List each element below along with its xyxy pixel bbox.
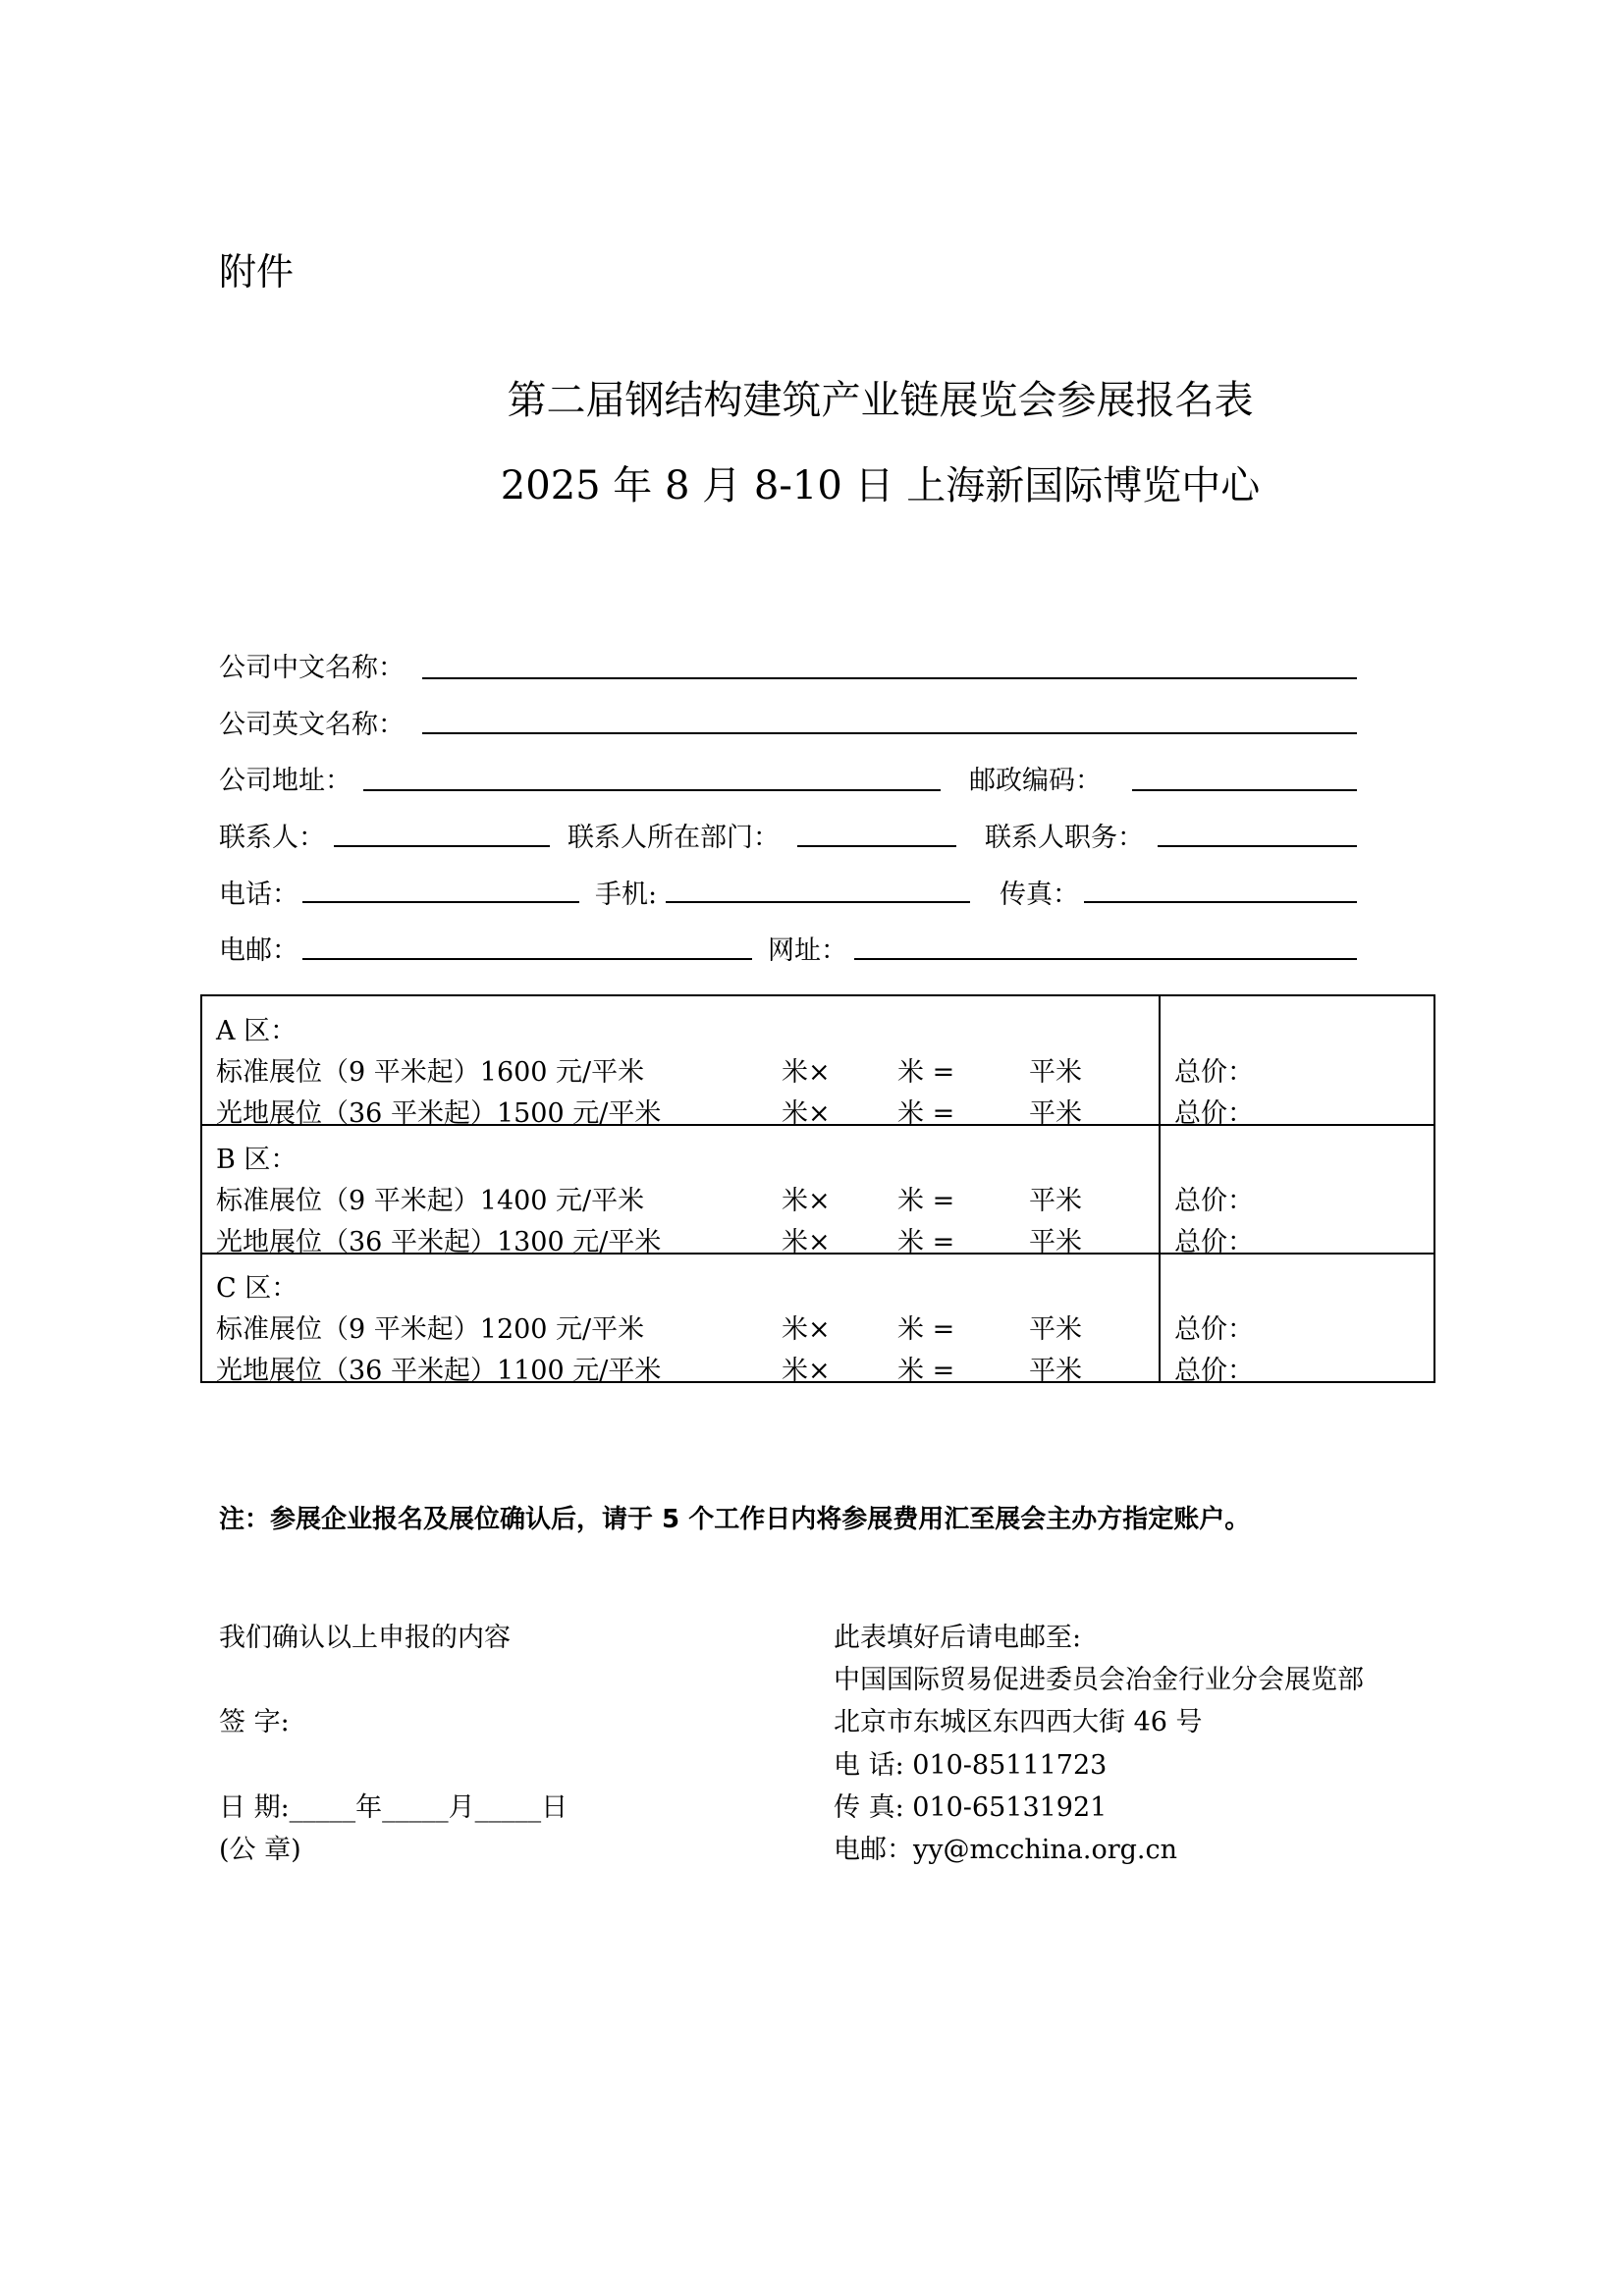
form-title: 第二届钢结构建筑产业链展览会参展报名表 (507, 378, 1254, 423)
meter-label: 米× (782, 1227, 831, 1257)
column-divider (1159, 996, 1161, 1124)
meter-equals: 米 = (897, 1186, 955, 1216)
booth-desc: 标准展位（9 平米起）1200 元/平米 (216, 1314, 645, 1345)
email-field[interactable] (302, 958, 752, 960)
phone-field[interactable] (302, 901, 579, 903)
total-label: 总价： (1174, 1314, 1254, 1345)
attachment-label: 附件 (219, 250, 295, 294)
email-label: 电邮： (219, 935, 298, 966)
postcode-field[interactable] (1132, 789, 1357, 791)
zone-c (202, 1253, 1434, 1386)
meter-label: 米× (782, 1057, 831, 1088)
contact-title-label: 联系人职务： (985, 823, 1144, 853)
contact-field[interactable] (334, 845, 550, 847)
mobile-label: 手机: (595, 880, 658, 910)
phone-label: 电话： (219, 880, 298, 910)
contact-label: 联系人： (219, 823, 325, 853)
zone-header: C 区： (216, 1273, 298, 1304)
booth-desc: 光地展位（36 平米起）1300 元/平米 (216, 1227, 662, 1257)
booth-table (200, 994, 1435, 1386)
zone-header: A 区： (216, 1016, 298, 1046)
contact-dept-label: 联系人所在部门： (568, 823, 780, 853)
postcode-label: 邮政编码： (969, 766, 1102, 796)
contact-intro: 此表填好后请电邮至: (834, 1623, 1082, 1653)
address-field[interactable] (363, 789, 941, 791)
total-label: 总价： (1174, 1356, 1254, 1386)
area-unit: 平米 (1029, 1314, 1082, 1345)
meter-label: 米× (782, 1098, 831, 1129)
column-divider (1159, 1126, 1161, 1253)
company-en-label: 公司英文名称： (219, 710, 405, 740)
booth-desc: 光地展位（36 平米起）1500 元/平米 (216, 1098, 662, 1129)
booth-desc: 光地展位（36 平米起）1100 元/平米 (216, 1356, 662, 1386)
total-label: 总价： (1174, 1057, 1254, 1088)
area-unit: 平米 (1029, 1227, 1082, 1257)
date-line: 日 期:_____年_____月_____日 (219, 1792, 568, 1823)
fax-field[interactable] (1084, 901, 1357, 903)
area-unit: 平米 (1029, 1098, 1082, 1129)
zone-a (202, 996, 1434, 1129)
signature-label: 签 字: (219, 1707, 290, 1737)
meter-equals: 米 = (897, 1098, 955, 1129)
form-subtitle: 2025 年 8 月 8-10 日 上海新国际博览中心 (500, 463, 1261, 508)
seal-label: (公 章) (219, 1835, 301, 1865)
meter-equals: 米 = (897, 1057, 955, 1088)
organizer-phone: 电 话: 010-85111723 (834, 1750, 1108, 1781)
contact-dept-field[interactable] (797, 845, 956, 847)
organizer-fax: 传 真: 010-65131921 (834, 1792, 1108, 1823)
meter-label: 米× (782, 1314, 831, 1345)
booth-desc: 标准展位（9 平米起）1400 元/平米 (216, 1186, 645, 1216)
zone-header: B 区： (216, 1145, 298, 1175)
total-label: 总价： (1174, 1186, 1254, 1216)
fax-label: 传真： (1000, 880, 1079, 910)
company-cn-label: 公司中文名称： (219, 653, 405, 683)
total-label: 总价： (1174, 1227, 1254, 1257)
zone-b (202, 1124, 1434, 1257)
organizer-address: 北京市东城区东四西大街 46 号 (834, 1707, 1203, 1737)
contact-title-field[interactable] (1158, 845, 1357, 847)
website-field[interactable] (854, 958, 1357, 960)
website-label: 网址： (768, 935, 847, 966)
total-label: 总价： (1174, 1098, 1254, 1129)
organizer-name: 中国国际贸易促进委员会冶金行业分会展览部 (834, 1665, 1364, 1695)
payment-note: 注：参展企业报名及展位确认后，请于 5 个工作日内将参展费用汇至展会主办方指定账户。 (219, 1505, 1251, 1534)
confirm-statement: 我们确认以上申报的内容 (219, 1623, 511, 1653)
booth-desc: 标准展位（9 平米起）1600 元/平米 (216, 1057, 645, 1088)
meter-label: 米× (782, 1186, 831, 1216)
area-unit: 平米 (1029, 1356, 1082, 1386)
area-unit: 平米 (1029, 1186, 1082, 1216)
area-unit: 平米 (1029, 1057, 1082, 1088)
meter-equals: 米 = (897, 1356, 955, 1386)
mobile-field[interactable] (666, 901, 970, 903)
company-en-field[interactable] (422, 732, 1357, 734)
meter-equals: 米 = (897, 1314, 955, 1345)
organizer-email[interactable]: 电邮：yy@mcchina.org.cn (834, 1835, 1177, 1865)
meter-label: 米× (782, 1356, 831, 1386)
company-cn-field[interactable] (422, 677, 1357, 679)
column-divider (1159, 1255, 1161, 1381)
address-label: 公司地址： (219, 766, 352, 796)
meter-equals: 米 = (897, 1227, 955, 1257)
